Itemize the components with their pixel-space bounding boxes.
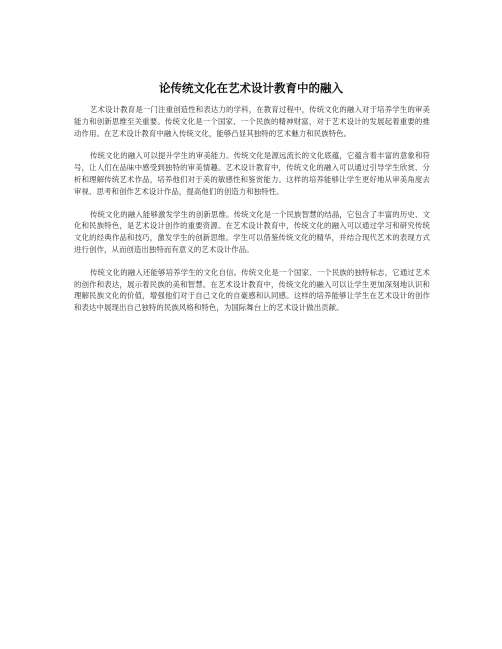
paragraph-innovation: 传统文化的融入能够激发学生的创新思维。传统文化是一个民族智慧的结晶，它包含了丰富的历史、文化和民族特色，是艺术设计创作的重要资源。在艺术设计教育中，传统文化的融入可以通过学习和研究传统文化的经典作品和技巧，激发学生的创新思维。学生可以借鉴传统文化的精华，并结合现代艺术的表现方式进行创作，从而创造出独特而有意义的艺术设计作品。 <box>74 209 430 254</box>
paragraph-intro: 艺术设计教育是一门注重创造性和表达力的学科，在教育过程中，传统文化的融入对于培养学生的审美能力和创新思维至关重要。传统文化是一个国家、一个民族的精神财富，对于艺术设计的发展起着重要的推动作用。在艺术设计教育中融入传统文化，能够凸显其独特的艺术魅力和民族特色。 <box>74 105 430 138</box>
document-body <box>74 104 430 325</box>
document-title: 论传统文化在艺术设计教育中的融入 <box>159 81 343 95</box>
paragraph-confidence: 传统文化的融入还能够培养学生的文化自信。传统文化是一个国家、一个民族的独特标志，它通过艺术的创作和表达，展示着民族的美和智慧。在艺术设计教育中，传统文化的融入可以让学生更加深刻地认识和理解民族文化的价值，增强他们对于自己文化的自豪感和认同感。这样的培养能够让学生在艺术设计的创作和表达中展现出自己独特的民族风格和特色，为国际舞台上的艺术设计做出贡献。 <box>74 267 430 313</box>
paragraph-aesthetic: 传统文化的融入可以提升学生的审美能力。传统文化是源远流长的文化底蕴，它蕴含着丰富的意象和符号，让人们在品味中感受到独特的审美情趣。艺术设计教育中，传统文化的融入可以通过引导学生欣赏、分析和理解传统艺术作品，培养他们对于美的敏感性和鉴赏能力。这样的培养能够让学生更好地从审美角度去审视、思考和创作艺术设计作品，提高他们的创造力和独特性。 <box>74 151 430 196</box>
